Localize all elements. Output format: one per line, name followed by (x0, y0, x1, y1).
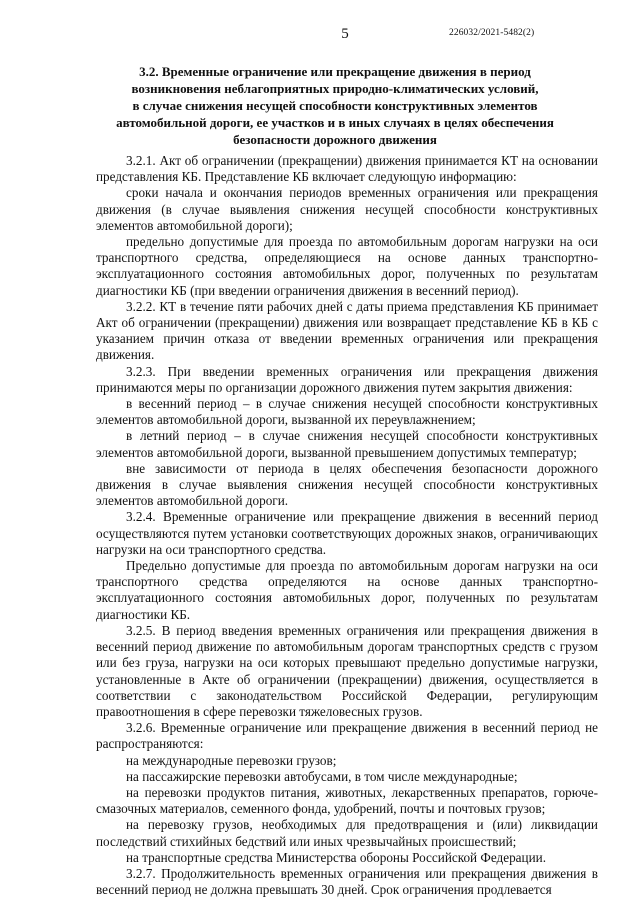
paragraph-3-2-5: 3.2.5. В период введения временных ограничения или прекращения движения в весенний период движение по автомобильным дорогам транспортных средств с грузом или без груза, нагрузки на оси которых превышают предельно допустимые нагрузки, установленные в Акте об ограничении (прекращении) движения, осуществляется в соответствии с законодательством Российской Федерации, регулирующим правоотношения в сфере перевозки тяжеловесных грузов. (96, 622, 598, 719)
list-item-any-period: вне зависимости от периода в целях обеспечения безопасности дорожного движения в случае выявления снижения несущей способности конструктивных элементов автомобильной дороги. (96, 460, 598, 509)
paragraph-3-2-2: 3.2.2. КТ в течение пяти рабочих дней с даты приема представления КБ принимает Акт об ограничении (прекращении) движения или возвращает представление КБ в КБ с указанием причин отказа от введении временных ограничения или прекращения движения. (96, 298, 598, 363)
list-item-axle-loads: предельно допустимые для проезда по автомобильным дорогам нагрузки на оси транспортного средства, определяющиеся на основе данных транспортно-эксплуатационного состояния автомобильных дорог, полученных по результатам диагностики КБ (при введении ограничения движения в весенний период). (96, 234, 598, 298)
paragraph-3-2-4: 3.2.4. Временные ограничение или прекращение движения в весенний период осуществляются путем установки соответствующих дорожных знаков, ограничивающих нагрузки на оси транспортного средства. (96, 509, 598, 557)
heading-line: в случае снижения несущей способности конструктивных элементов (132, 98, 538, 113)
list-item-international: на международные перевозки грузов; (126, 752, 337, 768)
document-body (96, 153, 598, 898)
section-heading (105, 63, 565, 148)
paragraph-axle-limits: Предельно допустимые для проезда по автомобильным дорогам нагрузки на оси транспортного средства определяются на основе данных транспортно-эксплуатационного состояния автомобильных дорог, полученных по результатам диагностики КБ. (96, 558, 598, 622)
document-id: 226032/2021-5482(2) (449, 28, 535, 38)
paragraph-3-2-3: 3.2.3. При введении временных ограничения или прекращения движения принимаются меры по организации дорожного движения путем закрытия движения: (96, 363, 598, 395)
paragraph-3-2-7: 3.2.7. Продолжительность временных ограничения или прекращения движения в весенний период не должна превышать 30 дней. Срок ограничения продлевается (96, 865, 598, 898)
list-item-spring: в весенний период – в случае снижения несущей способности конструктивных элементов автомобильной дороги, вызванной их переувлажнением; (96, 396, 598, 428)
list-item-deadlines: сроки начала и окончания периодов временных ограничения или прекращения движения (в случае выявления снижения несущей способности конструктивных элементов автомобильной дороги); (96, 185, 598, 233)
paragraph-3-2-6: 3.2.6. Временные ограничение или прекращение движения в весенний период не распространяются: (96, 720, 598, 752)
list-item-emergency: на перевозку грузов, необходимых для предотвращения и (или) ликвидации последствий стихийных бедствий или иных чрезвычайных происшествий; (96, 817, 598, 849)
heading-line: автомобильной дороги, ее участков и в иных случаях в целях обеспечения (116, 115, 554, 130)
list-item-defense: на транспортные средства Министерства обороны Российской Федерации. (126, 849, 546, 865)
heading-line: возникновения неблагоприятных природно-климатических условий, (131, 81, 539, 96)
list-item-passenger: на пассажирские перевозки автобусами, в том числе международные; (126, 768, 518, 784)
list-item-food: на перевозки продуктов питания, животных, лекарственных препаратов, горюче-смазочных материалов, семенного фонда, удобрений, почты и почтовых грузов; (96, 784, 598, 817)
list-item-summer: в летний период – в случае снижения несущей способности конструктивных элементов автомобильной дороги, вызванной превышением допустимых температур; (96, 428, 598, 460)
page-number: 5 (341, 26, 349, 42)
heading-line: безопасности дорожного движения (233, 132, 437, 147)
paragraph-3-2-1: 3.2.1. Акт об ограничении (прекращении) движения принимается КТ на основании представления КБ. Представление КБ включает следующую информацию: (96, 153, 598, 185)
heading-line: 3.2. Временные ограничение или прекращение движения в период (139, 64, 531, 79)
